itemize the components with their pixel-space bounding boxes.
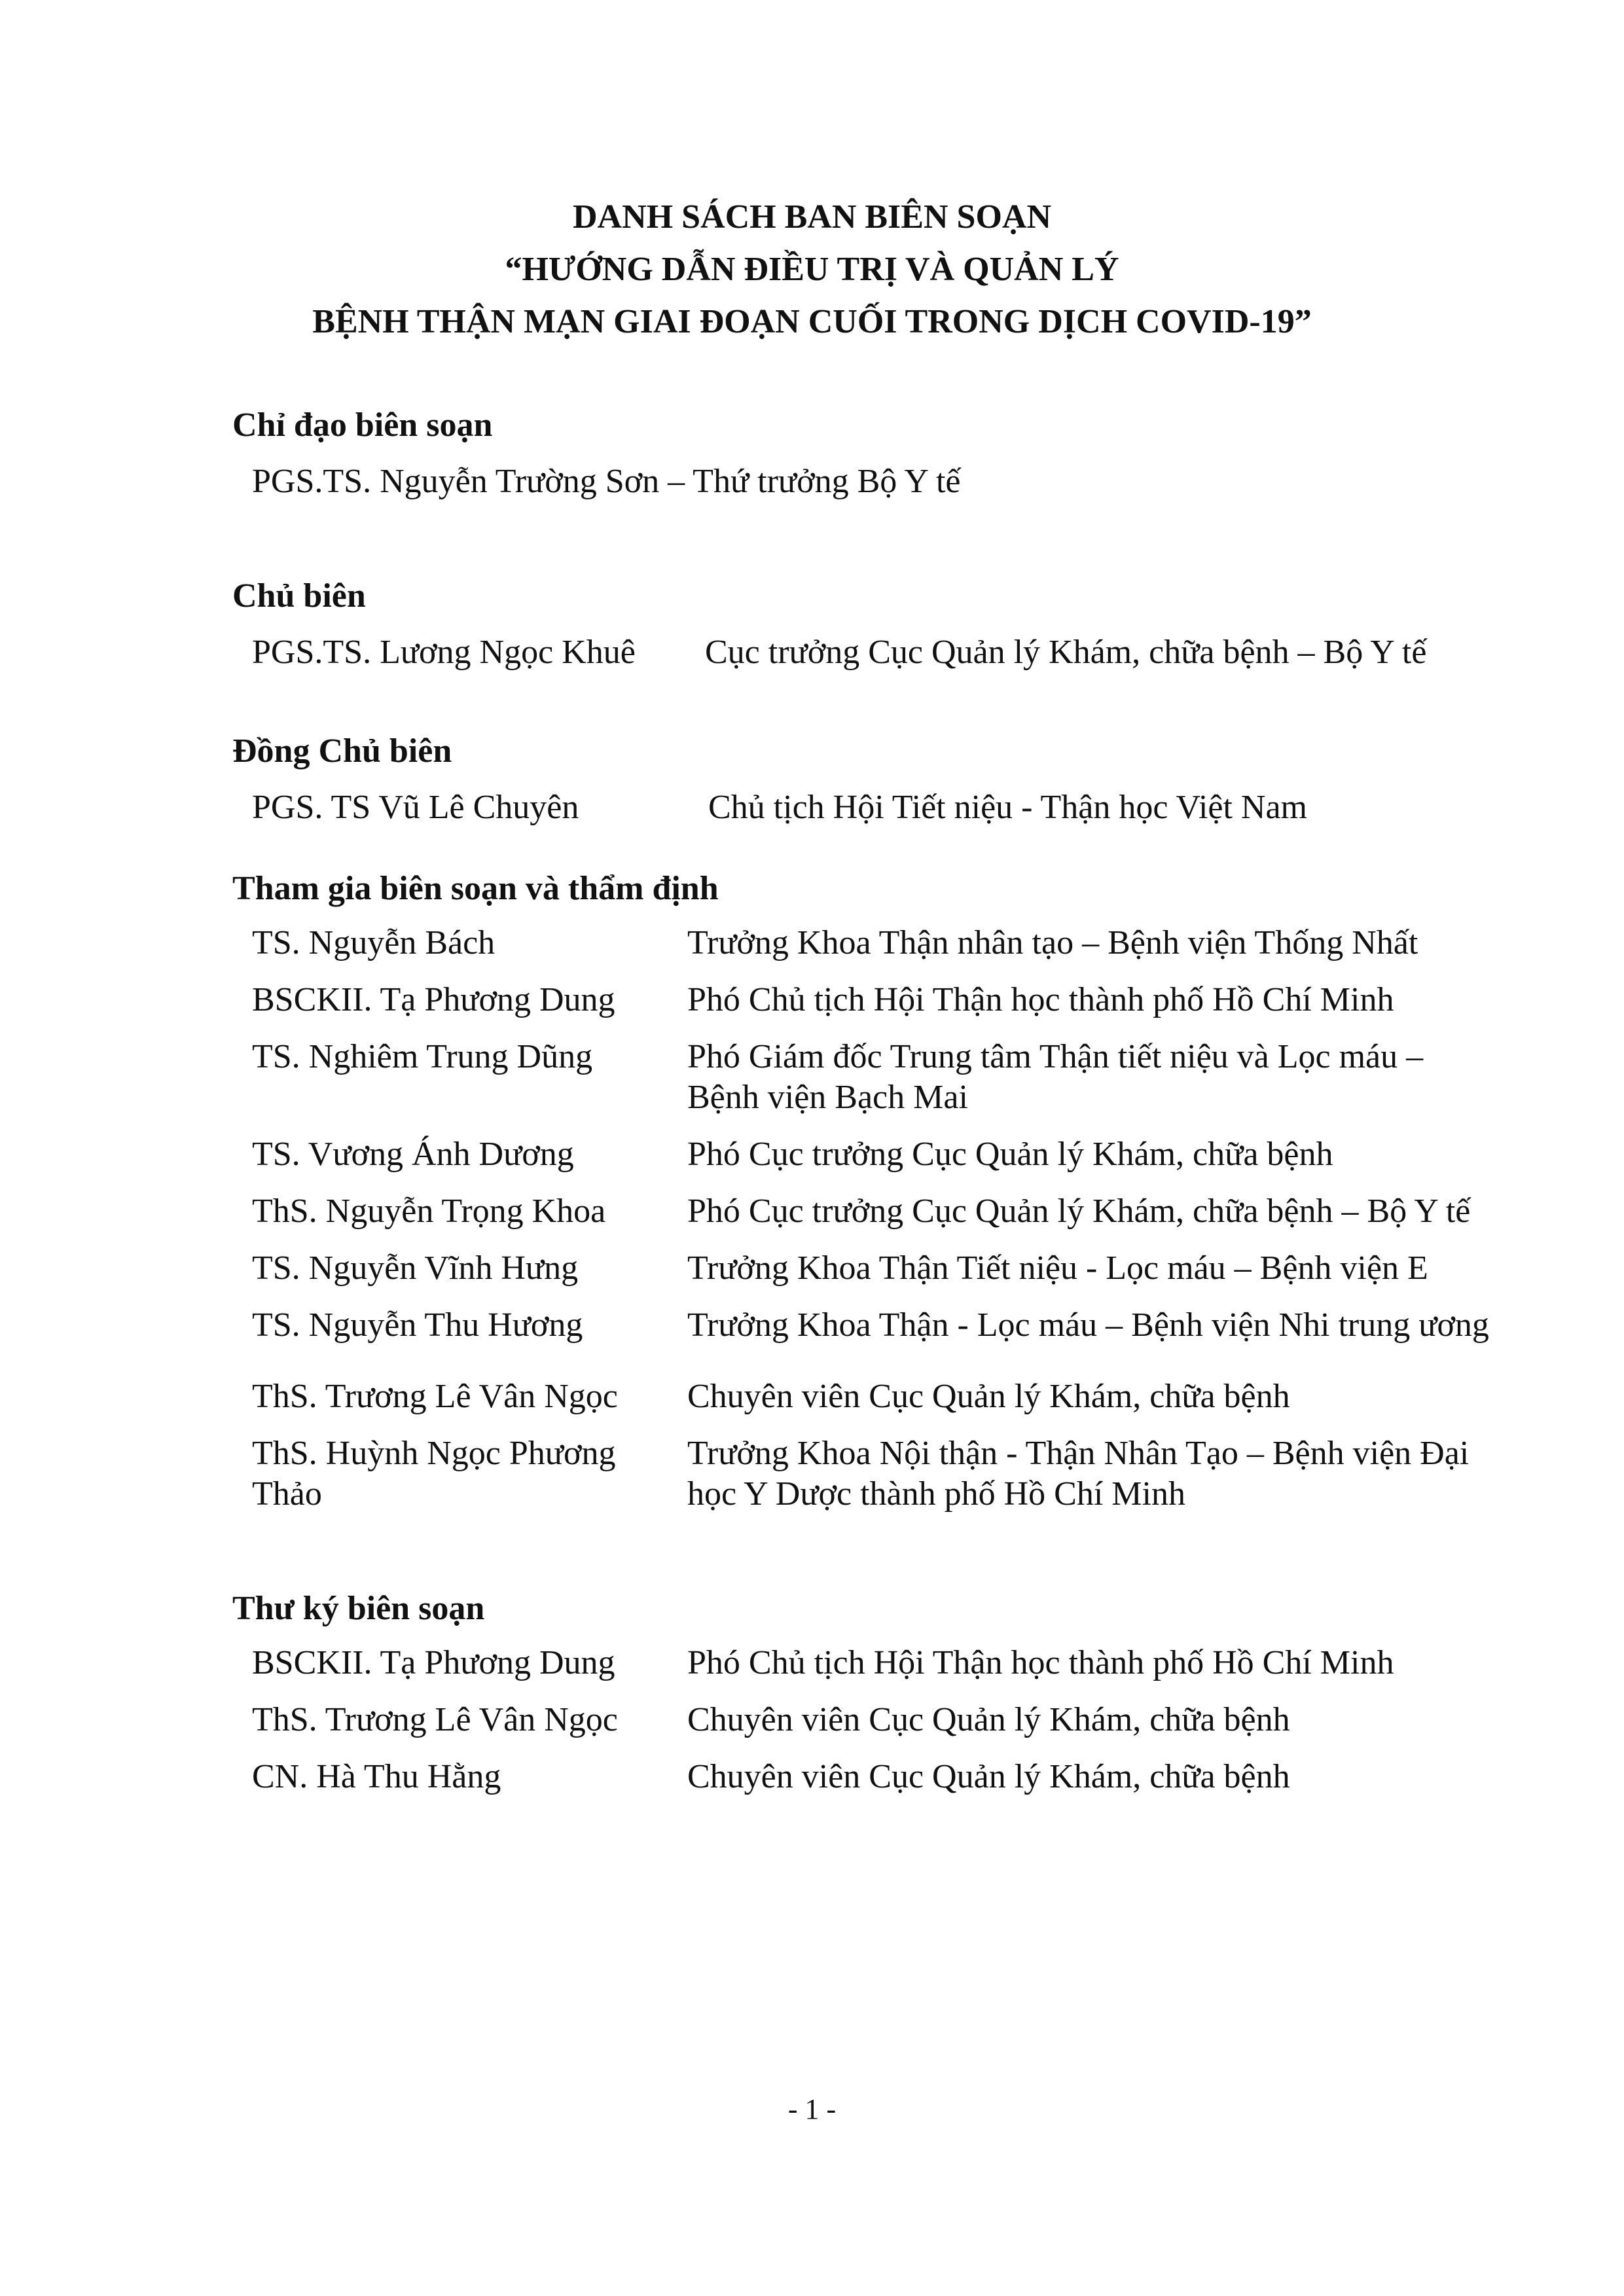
- member-role: Chủ tịch Hội Tiết niệu - Thận học Việt Nam: [708, 789, 1308, 826]
- member-role: Trưởng Khoa Thận Tiết niệu - Lọc máu – Bệnh viện E: [687, 1249, 1428, 1287]
- member-role: [687, 1037, 1558, 1118]
- member-name: ThS. Nguyễn Trọng Khoa: [252, 1193, 606, 1230]
- document-title: [0, 191, 1624, 348]
- member-role: Chuyên viên Cục Quản lý Khám, chữa bệnh: [687, 1701, 1290, 1738]
- member-name: BSCKII. Tạ Phương Dung: [252, 1644, 615, 1681]
- section-heading-contributors: Tham gia biên soạn và thẩm định: [232, 870, 719, 907]
- member-name: TS. Nguyễn Vĩnh Hưng: [252, 1249, 579, 1287]
- member-name: ThS. Trương Lê Vân Ngọc: [252, 1378, 618, 1415]
- member-name: [252, 1433, 671, 1515]
- member-role-line: Bệnh viện Bạch Mai: [687, 1079, 968, 1116]
- member-name-and-title: PGS.TS. Nguyễn Trường Sơn – Thứ trưởng Bộ Y tế: [252, 463, 961, 500]
- member-role-line: Trưởng Khoa Nội thận - Thận Nhân Tạo – Bệnh viện Đại: [687, 1435, 1470, 1472]
- member-role-line: học Y Dược thành phố Hồ Chí Minh: [687, 1475, 1185, 1513]
- title-line-3: BỆNH THẬN MẠN GIAI ĐOẠN CUỐI TRONG DỊCH COVID-19”: [312, 303, 1312, 340]
- member-role: Phó Cục trưởng Cục Quản lý Khám, chữa bệnh – Bộ Y tế: [687, 1193, 1471, 1230]
- member-name-line: ThS. Huỳnh Ngọc Phương: [252, 1435, 616, 1472]
- section-heading-secretaries: Thư ký biên soạn: [232, 1590, 485, 1627]
- member-name: TS. Nguyễn Thu Hương: [252, 1306, 583, 1344]
- member-role: Trưởng Khoa Thận - Lọc máu – Bệnh viện Nhi trung ương: [687, 1306, 1489, 1344]
- member-name: PGS. TS Vũ Lê Chuyên: [252, 789, 579, 826]
- member-name: TS. Nghiêm Trung Dũng: [252, 1038, 593, 1075]
- page-number: - 1 -: [787, 2093, 837, 2125]
- member-name: TS. Nguyễn Bách: [252, 924, 496, 961]
- member-role: Chuyên viên Cục Quản lý Khám, chữa bệnh: [687, 1758, 1290, 1795]
- title-line-1: DANH SÁCH BAN BIÊN SOẠN: [573, 198, 1051, 236]
- member-role: Cục trưởng Cục Quản lý Khám, chữa bệnh – Bộ Y tế: [705, 634, 1427, 671]
- member-name: BSCKII. Tạ Phương Dung: [252, 981, 615, 1018]
- member-role: Chuyên viên Cục Quản lý Khám, chữa bệnh: [687, 1378, 1290, 1415]
- member-role: Phó Chủ tịch Hội Thận học thành phố Hồ Chí Minh: [687, 981, 1394, 1018]
- member-role-line: Phó Giám đốc Trung tâm Thận tiết niệu và Lọc máu –: [687, 1038, 1424, 1075]
- member-role: Phó Cục trưởng Cục Quản lý Khám, chữa bệnh: [687, 1136, 1333, 1173]
- member-name: ThS. Trương Lê Vân Ngọc: [252, 1701, 618, 1738]
- section-heading-editor-in-chief: Chủ biên: [232, 577, 366, 615]
- member-role: [687, 1433, 1558, 1515]
- member-name: TS. Vương Ánh Dương: [252, 1136, 574, 1173]
- section-heading-direction: Chỉ đạo biên soạn: [232, 406, 493, 444]
- title-line-2: “HƯỚNG DẪN ĐIỀU TRỊ VÀ QUẢN LÝ: [505, 251, 1119, 288]
- section-heading-co-editor: Đồng Chủ biên: [232, 732, 452, 770]
- member-name: CN. Hà Thu Hằng: [252, 1758, 501, 1795]
- member-role: Trưởng Khoa Thận nhân tạo – Bệnh viện Thống Nhất: [687, 924, 1418, 961]
- member-name-line: Thảo: [252, 1475, 322, 1513]
- member-name: PGS.TS. Lương Ngọc Khuê: [252, 634, 636, 671]
- member-role: Phó Chủ tịch Hội Thận học thành phố Hồ Chí Minh: [687, 1644, 1394, 1681]
